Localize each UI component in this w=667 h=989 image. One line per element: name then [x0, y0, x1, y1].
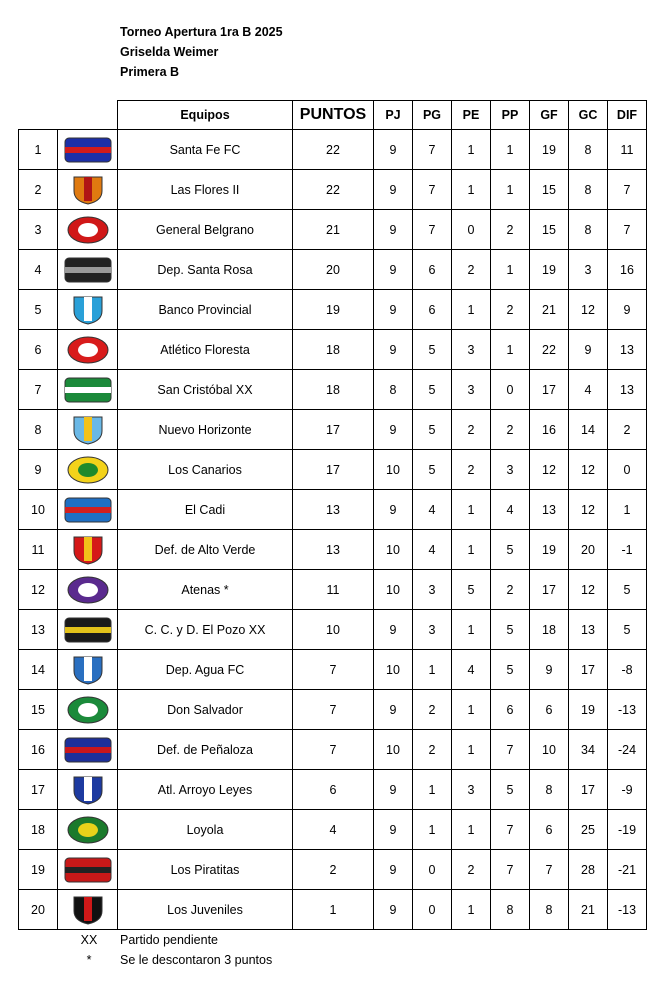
dif-cell: -19	[608, 810, 647, 850]
pj-cell: 9	[374, 130, 413, 170]
points-cell: 21	[293, 210, 374, 250]
team-name-cell: El Cadi	[118, 490, 293, 530]
gc-cell: 13	[569, 610, 608, 650]
position-cell: 14	[19, 650, 58, 690]
table-row	[19, 330, 647, 370]
pg-cell: 0	[413, 850, 452, 890]
position-cell: 10	[19, 490, 58, 530]
header-team: Equipos	[118, 101, 293, 130]
table-row	[19, 370, 647, 410]
gc-cell: 12	[569, 570, 608, 610]
team-logo-cell	[58, 330, 118, 370]
dif-cell: 16	[608, 250, 647, 290]
pp-cell: 5	[491, 530, 530, 570]
gf-cell: 10	[530, 730, 569, 770]
pp-cell: 1	[491, 130, 530, 170]
dif-cell: -24	[608, 730, 647, 770]
gf-cell: 8	[530, 890, 569, 930]
points-cell: 13	[293, 490, 374, 530]
pj-cell: 9	[374, 770, 413, 810]
position-cell: 3	[19, 210, 58, 250]
pj-cell: 9	[374, 890, 413, 930]
gf-cell: 7	[530, 850, 569, 890]
team-logo-cell	[58, 490, 118, 530]
don-salvador-crest-icon	[62, 694, 114, 726]
team-name-cell: Def. de Alto Verde	[118, 530, 293, 570]
header-blank-pos	[19, 101, 58, 130]
points-cell: 22	[293, 130, 374, 170]
note-key: XX	[80, 933, 98, 947]
team-logo-cell	[58, 290, 118, 330]
gf-cell: 16	[530, 410, 569, 450]
pg-cell: 6	[413, 250, 452, 290]
gc-cell: 14	[569, 410, 608, 450]
team-name-cell: Def. de Peñaloza	[118, 730, 293, 770]
gf-cell: 12	[530, 450, 569, 490]
gf-cell: 6	[530, 810, 569, 850]
dif-cell: 5	[608, 570, 647, 610]
table-row	[19, 170, 647, 210]
los-canarios-crest-icon	[62, 454, 114, 486]
header-blank-logo	[58, 101, 118, 130]
table-row	[19, 850, 647, 890]
team-name-cell: General Belgrano	[118, 210, 293, 250]
pj-cell: 9	[374, 850, 413, 890]
points-cell: 17	[293, 450, 374, 490]
gc-cell: 3	[569, 250, 608, 290]
team-logo-cell	[58, 250, 118, 290]
table-row	[19, 450, 647, 490]
loyola-crest-icon	[62, 814, 114, 846]
header-pj: PJ	[374, 101, 413, 130]
table-row	[19, 610, 647, 650]
position-cell: 11	[19, 530, 58, 570]
penaloza-crest-icon	[62, 734, 114, 766]
gf-cell: 19	[530, 250, 569, 290]
team-logo-cell	[58, 730, 118, 770]
standings-table	[18, 100, 647, 930]
pe-cell: 2	[452, 450, 491, 490]
team-logo-cell	[58, 890, 118, 930]
dif-cell: 2	[608, 410, 647, 450]
pg-cell: 5	[413, 330, 452, 370]
position-cell: 17	[19, 770, 58, 810]
position-cell: 1	[19, 130, 58, 170]
position-cell: 15	[19, 690, 58, 730]
pp-cell: 2	[491, 290, 530, 330]
team-name-cell: San Cristóbal XX	[118, 370, 293, 410]
team-name-cell: Las Flores II	[118, 170, 293, 210]
table-row	[19, 410, 647, 450]
gf-cell: 15	[530, 170, 569, 210]
pp-cell: 1	[491, 250, 530, 290]
gf-cell: 17	[530, 370, 569, 410]
table-row	[19, 290, 647, 330]
pe-cell: 3	[452, 370, 491, 410]
gc-cell: 34	[569, 730, 608, 770]
points-cell: 11	[293, 570, 374, 610]
team-logo-cell	[58, 170, 118, 210]
position-cell: 20	[19, 890, 58, 930]
points-cell: 1	[293, 890, 374, 930]
pe-cell: 1	[452, 490, 491, 530]
pe-cell: 1	[452, 530, 491, 570]
pj-cell: 10	[374, 730, 413, 770]
pg-cell: 3	[413, 610, 452, 650]
position-cell: 13	[19, 610, 58, 650]
pg-cell: 5	[413, 450, 452, 490]
team-logo-cell	[58, 810, 118, 850]
dif-cell: -1	[608, 530, 647, 570]
pj-cell: 10	[374, 570, 413, 610]
pj-cell: 8	[374, 370, 413, 410]
gf-cell: 19	[530, 130, 569, 170]
position-cell: 4	[19, 250, 58, 290]
pp-cell: 2	[491, 570, 530, 610]
pg-cell: 7	[413, 130, 452, 170]
gc-cell: 12	[569, 290, 608, 330]
table-row	[19, 130, 647, 170]
points-cell: 7	[293, 650, 374, 690]
pp-cell: 2	[491, 410, 530, 450]
dif-cell: 5	[608, 610, 647, 650]
pp-cell: 4	[491, 490, 530, 530]
pj-cell: 9	[374, 290, 413, 330]
gc-cell: 17	[569, 770, 608, 810]
points-cell: 18	[293, 370, 374, 410]
team-logo-cell	[58, 610, 118, 650]
table-row	[19, 770, 647, 810]
pg-cell: 5	[413, 410, 452, 450]
table-row	[19, 650, 647, 690]
pj-cell: 10	[374, 650, 413, 690]
position-cell: 18	[19, 810, 58, 850]
pj-cell: 9	[374, 810, 413, 850]
gc-cell: 25	[569, 810, 608, 850]
team-name-cell: Atl. Arroyo Leyes	[118, 770, 293, 810]
team-name-cell: Nuevo Horizonte	[118, 410, 293, 450]
gc-cell: 12	[569, 490, 608, 530]
table-row	[19, 490, 647, 530]
pg-cell: 1	[413, 810, 452, 850]
gc-cell: 4	[569, 370, 608, 410]
pe-cell: 1	[452, 290, 491, 330]
team-name-cell: Los Juveniles	[118, 890, 293, 930]
pe-cell: 0	[452, 210, 491, 250]
table-row	[19, 210, 647, 250]
header-pe: PE	[452, 101, 491, 130]
gc-cell: 8	[569, 130, 608, 170]
team-logo-cell	[58, 210, 118, 250]
position-cell: 19	[19, 850, 58, 890]
pg-cell: 1	[413, 770, 452, 810]
pe-cell: 1	[452, 890, 491, 930]
pg-cell: 4	[413, 530, 452, 570]
table-row	[19, 570, 647, 610]
pe-cell: 3	[452, 770, 491, 810]
points-cell: 20	[293, 250, 374, 290]
gf-cell: 6	[530, 690, 569, 730]
team-name-cell: Los Piratitas	[118, 850, 293, 890]
position-cell: 5	[19, 290, 58, 330]
dif-cell: 7	[608, 210, 647, 250]
position-cell: 9	[19, 450, 58, 490]
points-cell: 19	[293, 290, 374, 330]
pe-cell: 2	[452, 850, 491, 890]
pe-cell: 1	[452, 810, 491, 850]
pj-cell: 9	[374, 330, 413, 370]
note-text: Partido pendiente	[120, 933, 218, 947]
points-cell: 17	[293, 410, 374, 450]
pp-cell: 7	[491, 810, 530, 850]
team-name-cell: Dep. Agua FC	[118, 650, 293, 690]
points-cell: 22	[293, 170, 374, 210]
alto-verde-crest-icon	[62, 534, 114, 566]
gc-cell: 17	[569, 650, 608, 690]
pg-cell: 4	[413, 490, 452, 530]
table-row	[19, 730, 647, 770]
team-name-cell: Atenas *	[118, 570, 293, 610]
gf-cell: 22	[530, 330, 569, 370]
dif-cell: 13	[608, 330, 647, 370]
pp-cell: 3	[491, 450, 530, 490]
team-name-cell: Banco Provincial	[118, 290, 293, 330]
nuevo-horizonte-crest-icon	[62, 414, 114, 446]
table-row	[19, 530, 647, 570]
pj-cell: 9	[374, 490, 413, 530]
table-row	[19, 250, 647, 290]
gf-cell: 9	[530, 650, 569, 690]
gc-cell: 21	[569, 890, 608, 930]
pp-cell: 1	[491, 330, 530, 370]
pj-cell: 9	[374, 170, 413, 210]
pg-cell: 0	[413, 890, 452, 930]
gf-cell: 8	[530, 770, 569, 810]
team-name-cell: Dep. Santa Rosa	[118, 250, 293, 290]
organizer-name: Griselda Weimer	[120, 45, 219, 59]
pe-cell: 2	[452, 250, 491, 290]
team-logo-cell	[58, 530, 118, 570]
gf-cell: 17	[530, 570, 569, 610]
team-logo-cell	[58, 450, 118, 490]
pe-cell: 1	[452, 690, 491, 730]
team-logo-cell	[58, 570, 118, 610]
pp-cell: 0	[491, 370, 530, 410]
pp-cell: 8	[491, 890, 530, 930]
pj-cell: 9	[374, 250, 413, 290]
table-row	[19, 890, 647, 930]
header-pg: PG	[413, 101, 452, 130]
division-name: Primera B	[120, 65, 180, 79]
team-logo-cell	[58, 410, 118, 450]
gf-cell: 18	[530, 610, 569, 650]
dif-cell: -21	[608, 850, 647, 890]
note-key: *	[86, 953, 92, 967]
team-name-cell: Atlético Floresta	[118, 330, 293, 370]
pg-cell: 3	[413, 570, 452, 610]
pe-cell: 2	[452, 410, 491, 450]
dif-cell: 1	[608, 490, 647, 530]
gc-cell: 9	[569, 330, 608, 370]
pe-cell: 1	[452, 610, 491, 650]
points-cell: 6	[293, 770, 374, 810]
note-text: Se le descontaron 3 puntos	[120, 953, 273, 967]
points-cell: 7	[293, 730, 374, 770]
dif-cell: -13	[608, 890, 647, 930]
points-cell: 2	[293, 850, 374, 890]
pj-cell: 9	[374, 210, 413, 250]
pj-cell: 9	[374, 690, 413, 730]
pj-cell: 9	[374, 410, 413, 450]
gc-cell: 12	[569, 450, 608, 490]
team-name-cell: C. C. y D. El Pozo XX	[118, 610, 293, 650]
table-row	[19, 690, 647, 730]
team-logo-cell	[58, 370, 118, 410]
pj-cell: 10	[374, 530, 413, 570]
document-header	[120, 22, 283, 82]
banco-provincial-crest-icon	[62, 294, 114, 326]
atletico-floresta-crest-icon	[62, 334, 114, 366]
pj-cell: 9	[374, 610, 413, 650]
dif-cell: 7	[608, 170, 647, 210]
pg-cell: 5	[413, 370, 452, 410]
points-cell: 10	[293, 610, 374, 650]
dif-cell: -9	[608, 770, 647, 810]
los-juveniles-crest-icon	[62, 894, 114, 926]
san-cristobal-crest-icon	[62, 374, 114, 406]
pp-cell: 7	[491, 730, 530, 770]
team-name-cell: Don Salvador	[118, 690, 293, 730]
dif-cell: 9	[608, 290, 647, 330]
position-cell: 12	[19, 570, 58, 610]
position-cell: 7	[19, 370, 58, 410]
el-pozo-crest-icon	[62, 614, 114, 646]
header-pp: PP	[491, 101, 530, 130]
points-cell: 7	[293, 690, 374, 730]
santa-rosa-crest-icon	[62, 254, 114, 286]
team-name-cell: Los Canarios	[118, 450, 293, 490]
gc-cell: 8	[569, 210, 608, 250]
team-logo-cell	[58, 130, 118, 170]
team-name-cell: Loyola	[118, 810, 293, 850]
pe-cell: 3	[452, 330, 491, 370]
arroyo-leyes-crest-icon	[62, 774, 114, 806]
pg-cell: 7	[413, 210, 452, 250]
position-cell: 2	[19, 170, 58, 210]
pj-cell: 10	[374, 450, 413, 490]
team-logo-cell	[58, 650, 118, 690]
header-gc: GC	[569, 101, 608, 130]
pp-cell: 6	[491, 690, 530, 730]
dif-cell: 13	[608, 370, 647, 410]
pe-cell: 1	[452, 130, 491, 170]
dif-cell: 0	[608, 450, 647, 490]
pp-cell: 7	[491, 850, 530, 890]
pp-cell: 5	[491, 770, 530, 810]
pe-cell: 1	[452, 170, 491, 210]
santa-fe-fc-crest-icon	[62, 134, 114, 166]
pp-cell: 2	[491, 210, 530, 250]
header-dif: DIF	[608, 101, 647, 130]
pg-cell: 7	[413, 170, 452, 210]
table-header-row	[19, 101, 647, 130]
points-cell: 4	[293, 810, 374, 850]
pg-cell: 6	[413, 290, 452, 330]
position-cell: 6	[19, 330, 58, 370]
pe-cell: 1	[452, 730, 491, 770]
pg-cell: 2	[413, 690, 452, 730]
dif-cell: 11	[608, 130, 647, 170]
gc-cell: 28	[569, 850, 608, 890]
gc-cell: 20	[569, 530, 608, 570]
header-gf: GF	[530, 101, 569, 130]
pg-cell: 1	[413, 650, 452, 690]
table-row	[19, 810, 647, 850]
gf-cell: 19	[530, 530, 569, 570]
points-cell: 18	[293, 330, 374, 370]
gf-cell: 21	[530, 290, 569, 330]
los-piratitas-crest-icon	[62, 854, 114, 886]
team-logo-cell	[58, 850, 118, 890]
gf-cell: 15	[530, 210, 569, 250]
pp-cell: 5	[491, 650, 530, 690]
position-cell: 8	[19, 410, 58, 450]
position-cell: 16	[19, 730, 58, 770]
agua-fc-crest-icon	[62, 654, 114, 686]
el-cadi-crest-icon	[62, 494, 114, 526]
general-belgrano-crest-icon	[62, 214, 114, 246]
atenas-crest-icon	[62, 574, 114, 606]
gc-cell: 8	[569, 170, 608, 210]
points-cell: 13	[293, 530, 374, 570]
las-flores-crest-icon	[62, 174, 114, 206]
team-name-cell: Santa Fe FC	[118, 130, 293, 170]
pe-cell: 5	[452, 570, 491, 610]
team-logo-cell	[58, 770, 118, 810]
pp-cell: 5	[491, 610, 530, 650]
dif-cell: -8	[608, 650, 647, 690]
pg-cell: 2	[413, 730, 452, 770]
gc-cell: 19	[569, 690, 608, 730]
pe-cell: 4	[452, 650, 491, 690]
dif-cell: -13	[608, 690, 647, 730]
team-logo-cell	[58, 690, 118, 730]
gf-cell: 13	[530, 490, 569, 530]
header-points: PUNTOS	[293, 101, 374, 130]
tournament-title: Torneo Apertura 1ra B 2025	[120, 25, 283, 39]
pp-cell: 1	[491, 170, 530, 210]
